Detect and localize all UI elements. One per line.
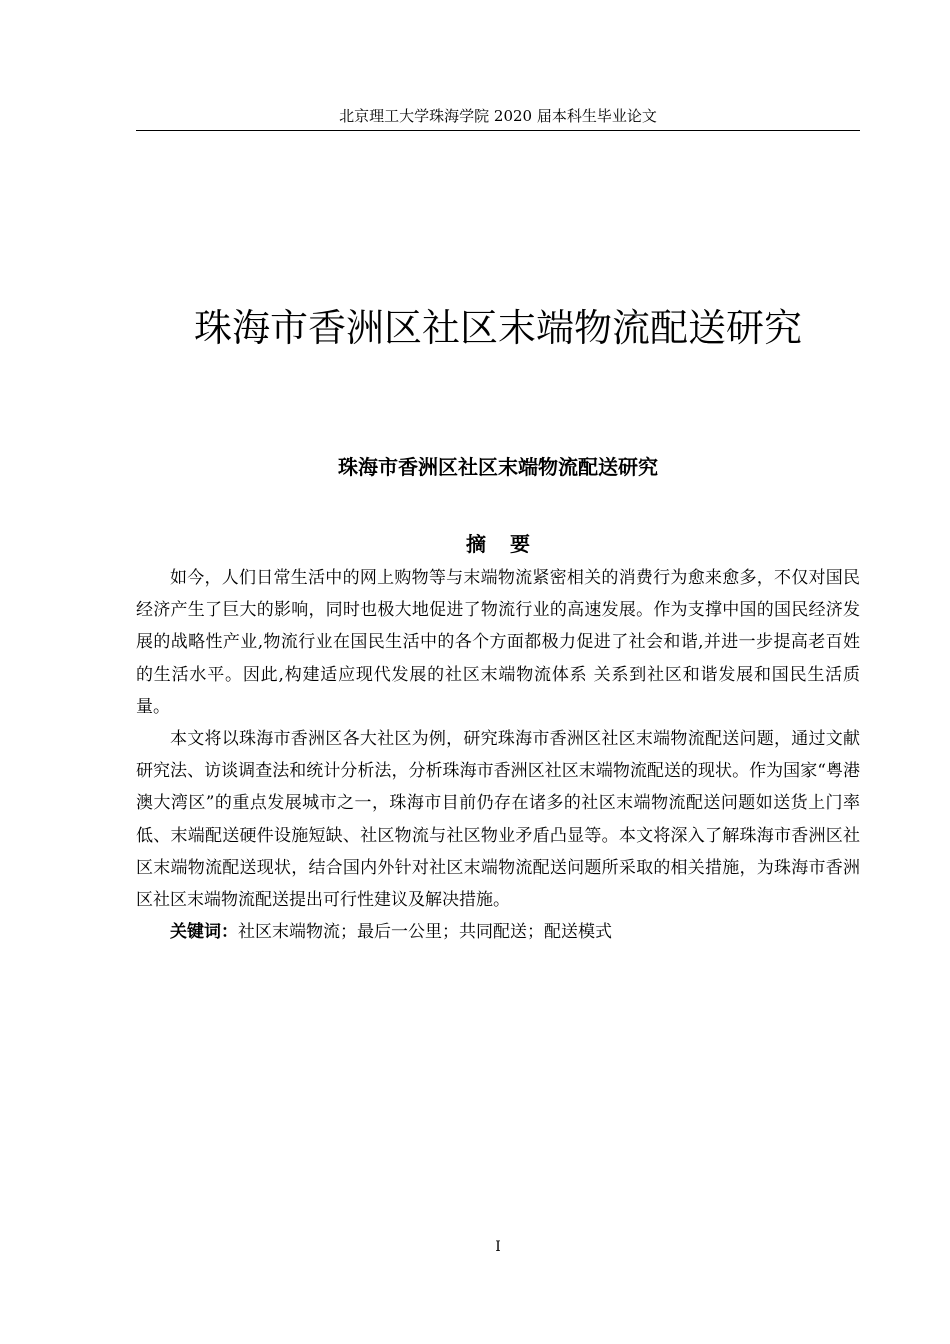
- abstract-body: [136, 562, 860, 948]
- abstract-heading: 摘要: [466, 532, 554, 556]
- keywords-label: 关键词：: [170, 922, 238, 943]
- keywords-line: [136, 916, 860, 948]
- header-rule: [136, 130, 860, 131]
- abstract-paragraph-2: 本文将以珠海市香洲区各大社区为例，研究珠海市香洲区社区末端物流配送问题，通过文献研究法、访谈调查法和统计分析法，分析珠海市香洲区社区末端物流配送的现状。作为国家“粤港澳大湾区”的重点发展城市之一，珠海市目前仍存在诸多的社区末端物流配送问题如送货上门率低、末端配送硬件设施短缺、社区物流与社区物业矛盾凸显等。本文将深入了解珠海市香洲区社区末端物流配送现状，结合国内外针对社区末端物流配送问题所采取的相关措施，为珠海市香洲区社区末端物流配送提出可行性建议及解决措施。: [136, 729, 860, 911]
- page-number: I: [495, 1239, 501, 1255]
- abstract-paragraph-1: 如今，人们日常生活中的网上购物等与末端物流紧密相关的消费行为愈来愈多，不仅对国民经济产生了巨大的影响，同时也极大地促进了物流行业的高速发展。作为支撑中国的国民经济发展的战略性产业,物流行业在国民生活中的各个方面都极力促进了社会和谐,并进一步提高老百姓的生活水平。因此,构建适应现代发展的社区末端物流体系 关系到社区和谐发展和国民生活质量。: [136, 568, 860, 717]
- abstract-title: 珠海市香洲区社区末端物流配送研究: [338, 455, 658, 479]
- running-header: 北京理工大学珠海学院 2020 届本科生毕业论文: [339, 107, 657, 125]
- thesis-title: 珠海市香洲区社区末端物流配送研究: [193, 306, 802, 350]
- keywords-list: 社区末端物流；最后一公里；共同配送；配送模式: [238, 922, 612, 943]
